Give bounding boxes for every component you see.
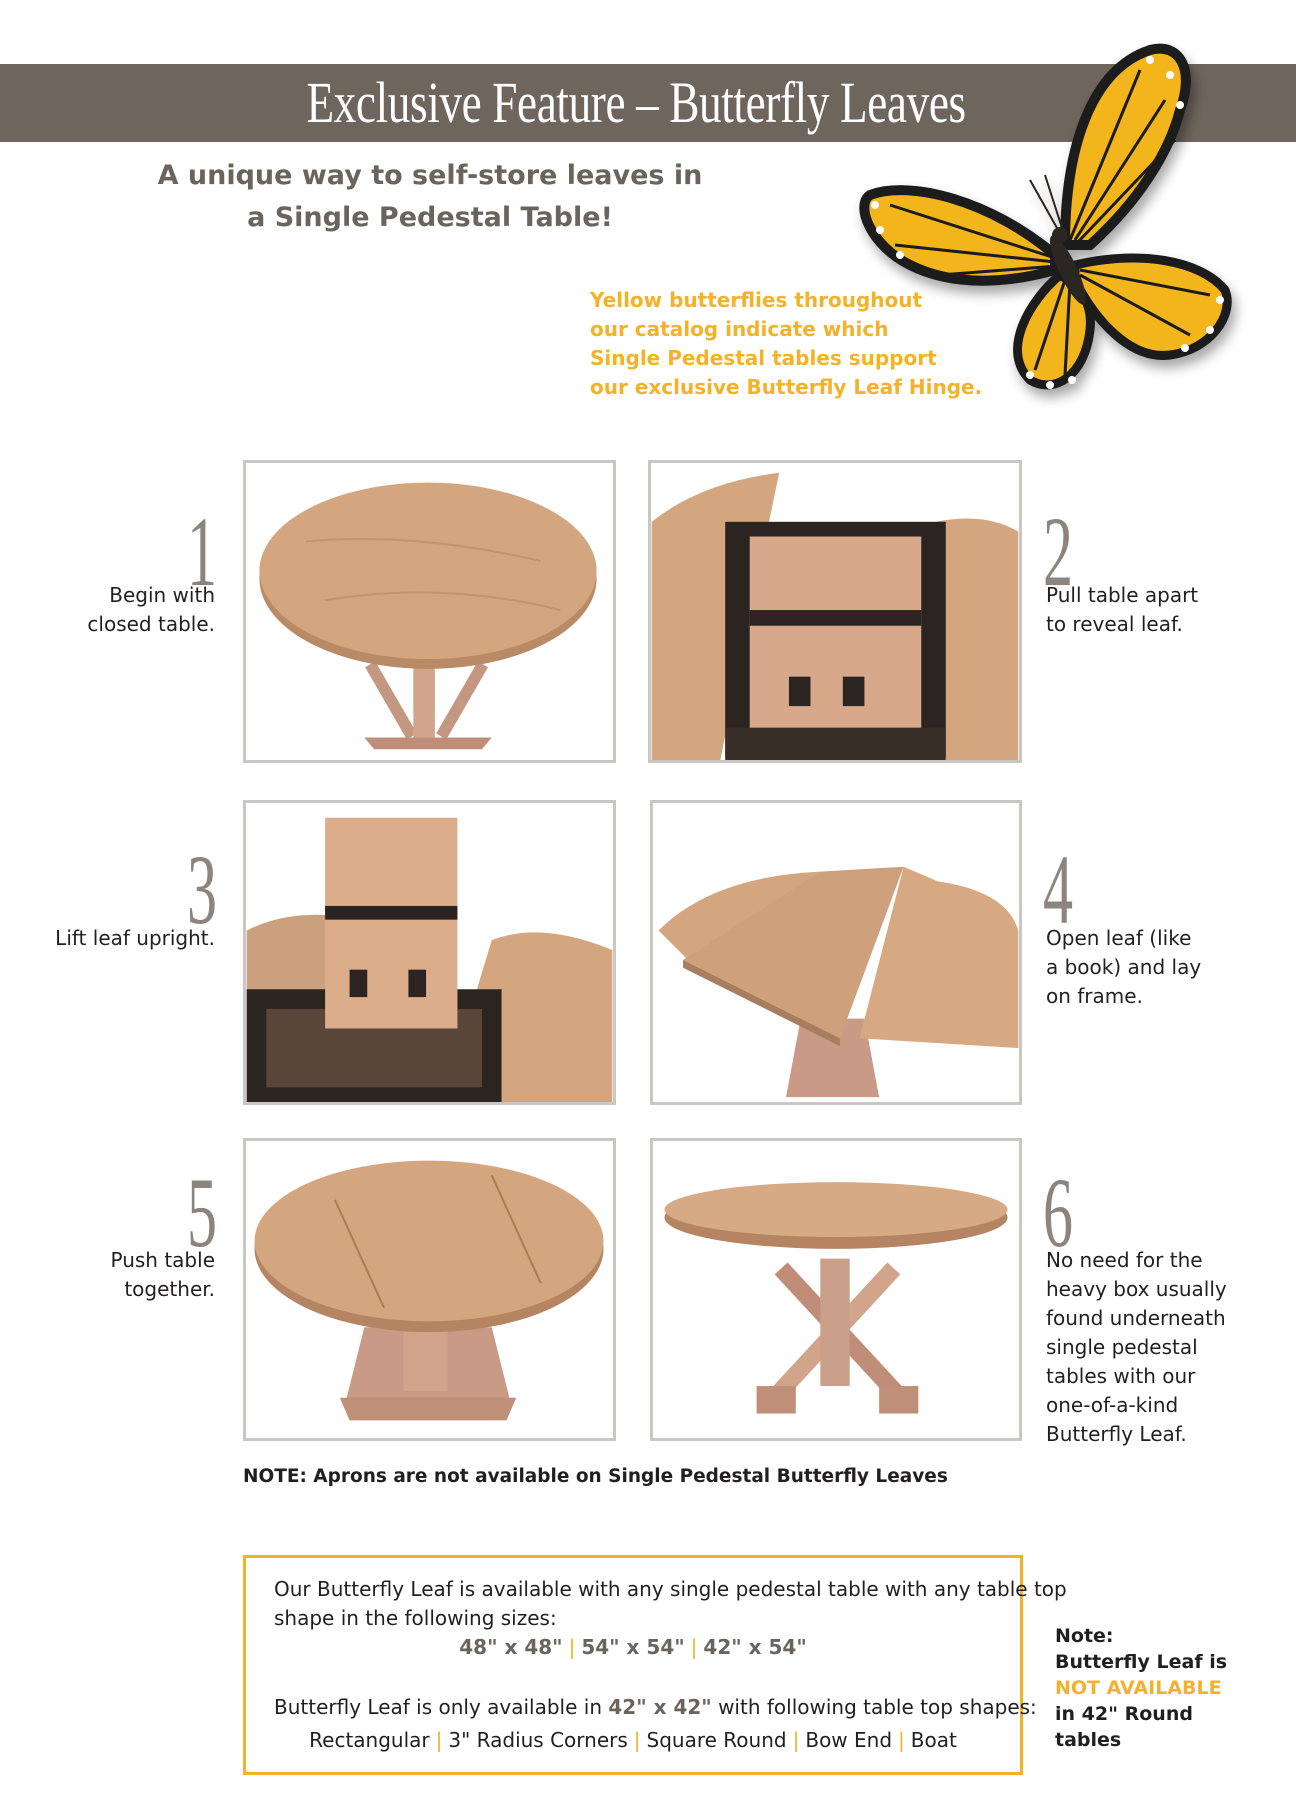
step-number-5: 5 xyxy=(187,1157,217,1268)
step-6-line: heavy box usually xyxy=(1046,1277,1227,1301)
photo-push-together xyxy=(243,1138,616,1441)
shape-option: Rectangular xyxy=(309,1728,430,1752)
subtitle-line-1: A unique way to self-store leaves in xyxy=(157,160,703,191)
availability-line-2: shape in the following sizes: xyxy=(274,1606,557,1630)
photo-lift-leaf xyxy=(243,800,616,1105)
aprons-note: NOTE: Aprons are not available on Single Pedestal Butterfly Leaves xyxy=(243,1466,948,1487)
round-table-note xyxy=(1055,1623,1227,1753)
side-note-line: in 42" Round xyxy=(1055,1703,1193,1725)
step-number-2: 2 xyxy=(1043,496,1073,607)
size-list xyxy=(246,1633,1020,1662)
step-6-line: tables with our xyxy=(1046,1364,1196,1388)
yellow-butterfly-note xyxy=(590,286,983,402)
step-2-line: Pull table apart xyxy=(1046,583,1199,607)
step-5-line: together. xyxy=(124,1277,215,1301)
size-option: 48" x 48" xyxy=(459,1635,563,1659)
availability-line-1: Our Butterfly Leaf is available with any single pedestal table with any table top xyxy=(274,1577,1067,1601)
step-number-1: 1 xyxy=(187,496,217,607)
line3-suffix: with following table top shapes: xyxy=(711,1695,1037,1719)
step-2-text xyxy=(1046,581,1246,639)
yellow-note-line: our catalog indicate which xyxy=(590,317,889,341)
step-5-line: Push table xyxy=(110,1248,215,1272)
step-3-line: Lift leaf upright. xyxy=(55,926,215,950)
step-5-text xyxy=(60,1246,215,1304)
shape-option: Boat xyxy=(910,1728,957,1752)
step-4-line: a book) and lay xyxy=(1046,955,1202,979)
step-2-line: to reveal leaf. xyxy=(1046,612,1183,636)
step-6-line: single pedestal xyxy=(1046,1335,1198,1359)
side-note-line: Note: xyxy=(1055,1625,1114,1647)
shape-option: Bow End xyxy=(805,1728,893,1752)
step-4-line: Open leaf (like xyxy=(1046,926,1192,950)
not-available-label: NOT AVAILABLE xyxy=(1055,1677,1222,1699)
photo-closed-table xyxy=(243,460,616,763)
shape-option: Square Round xyxy=(646,1728,787,1752)
step-3-text xyxy=(40,924,215,953)
step-1-text xyxy=(60,581,215,639)
step-6-line: found underneath xyxy=(1046,1306,1226,1330)
separator: | xyxy=(792,1728,800,1752)
step-6-line: No need for the xyxy=(1046,1248,1203,1272)
availability-box xyxy=(243,1555,1067,1775)
yellow-note-line: Yellow butterflies throughout xyxy=(590,288,923,312)
step-1-line: Begin with xyxy=(109,583,215,607)
separator: | xyxy=(690,1635,698,1659)
step-6-line: one-of-a-kind xyxy=(1046,1393,1179,1417)
page-title: Exclusive Feature – Butterfly Leaves xyxy=(306,70,966,135)
shape-option: 3" Radius Corners xyxy=(448,1728,628,1752)
separator: | xyxy=(568,1635,576,1659)
separator: | xyxy=(898,1728,905,1752)
side-note-line: Butterfly Leaf is xyxy=(1055,1651,1228,1673)
availability-line-3 xyxy=(274,1693,1037,1722)
step-number-6: 6 xyxy=(1043,1157,1073,1268)
size-option: 42" x 54" xyxy=(703,1635,807,1659)
step-4-line: on frame. xyxy=(1046,984,1143,1008)
size-option: 54" x 54" xyxy=(581,1635,685,1659)
step-6-text xyxy=(1046,1246,1256,1449)
subtitle xyxy=(120,155,740,239)
yellow-note-line: our exclusive Butterfly Leaf Hinge. xyxy=(590,375,983,399)
subtitle-line-2: a Single Pedestal Table! xyxy=(247,202,613,233)
separator: | xyxy=(435,1728,443,1752)
step-1-line: closed table. xyxy=(87,612,215,636)
side-note-line: tables xyxy=(1055,1729,1122,1751)
shape-list xyxy=(246,1726,1020,1755)
step-number-4: 4 xyxy=(1043,834,1073,945)
separator: | xyxy=(633,1728,641,1752)
yellow-note-line: Single Pedestal tables support xyxy=(590,346,937,370)
photo-open-leaf xyxy=(650,800,1022,1105)
step-6-line: Butterfly Leaf. xyxy=(1046,1422,1187,1446)
photo-pull-apart xyxy=(648,460,1022,763)
step-number-3: 3 xyxy=(187,834,217,945)
photo-final-table xyxy=(650,1138,1022,1441)
line3-size: 42" x 42" xyxy=(608,1695,712,1719)
line3-prefix: Butterfly Leaf is only available in xyxy=(274,1695,609,1719)
step-4-text xyxy=(1046,924,1246,1011)
